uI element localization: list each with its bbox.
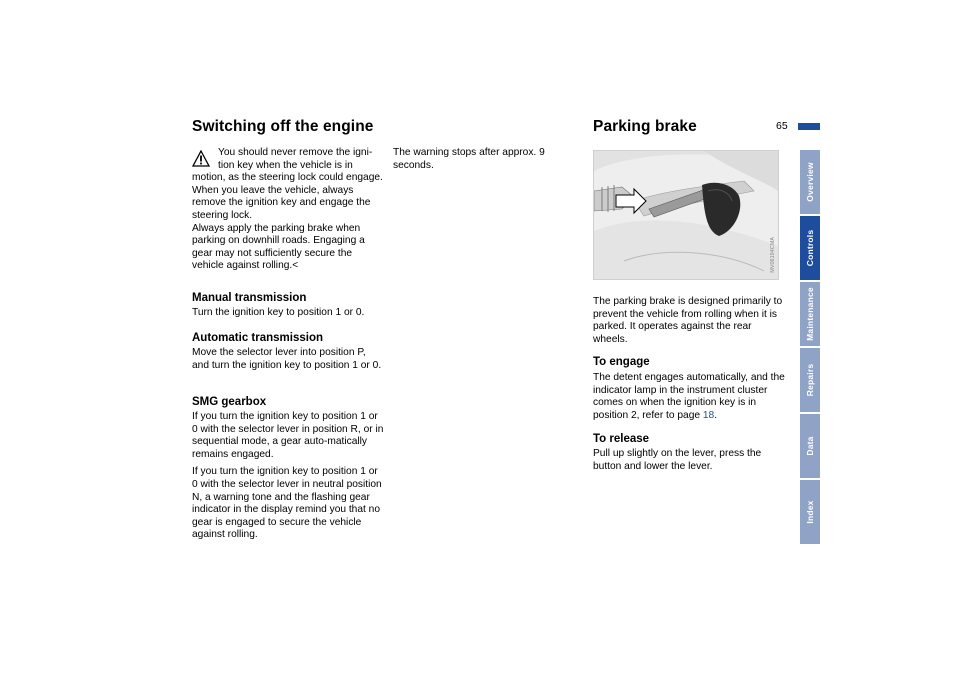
automatic-transmission-text: Move the selector lever into position P, and turn the ignition key to position 1 or 0. bbox=[192, 347, 382, 371]
heading-to-release: To release bbox=[593, 433, 650, 445]
tab-controls[interactable] bbox=[800, 216, 820, 280]
tab-maintenance[interactable] bbox=[800, 282, 820, 346]
page-accent-bar bbox=[798, 123, 820, 130]
page-reference-link[interactable]: 18 bbox=[702, 409, 715, 421]
warning-line-2: tion key when the vehicle is in bbox=[218, 159, 353, 171]
heading-to-engage: To engage bbox=[593, 356, 650, 368]
smg-paragraph-1: If you turn the ignition key to position 1 or 0 with the selector lever in position R, or in sequential mode, a gear auto-matically remains engaged. bbox=[192, 411, 384, 460]
warning-icon bbox=[192, 150, 210, 167]
parking-brake-drawing bbox=[594, 151, 778, 279]
warning-paragraph-3 bbox=[192, 223, 384, 273]
warning-stop-text: The warning stops after approx. 9 seconds. bbox=[393, 147, 545, 171]
warning-paragraph-2: When you leave the vehicle, always remove the ignition key and engage the steering lock. bbox=[192, 184, 371, 221]
warning-line-1: You should never remove the igni- bbox=[218, 147, 373, 158]
page-number: 65 bbox=[776, 120, 788, 132]
tab-index-label: Index bbox=[805, 500, 815, 524]
smg-text bbox=[192, 411, 384, 547]
to-release-text: Pull up slightly on the lever, press the button and lower the lever. bbox=[593, 448, 762, 472]
smg-paragraph-2: If you turn the ignition key to position 1 or 0 with the selector lever in neutral position N, a warning tone and the flashing gear indicator in the display remind you that no gear is engaged to secure the vehicle against rolling. bbox=[192, 466, 382, 541]
tab-controls-label: Controls bbox=[805, 229, 815, 267]
heading-smg-gearbox: SMG gearbox bbox=[192, 396, 267, 408]
to-engage-text bbox=[593, 372, 785, 422]
parking-brake-intro: The parking brake is designed primarily to prevent the vehicle from rolling when it is parked. It operates against the rear wheels. bbox=[593, 296, 783, 345]
to-engage-text-end: . bbox=[714, 409, 718, 421]
manual-transmission-text: Turn the ignition key to position 1 or 0. bbox=[192, 307, 365, 318]
tab-maintenance-label: Maintenance bbox=[805, 287, 815, 341]
warning-line-rest: motion, as the steering lock could engage. bbox=[192, 172, 383, 184]
warning-block bbox=[192, 147, 384, 273]
tab-overview-label: Overview bbox=[805, 162, 815, 202]
parking-brake-illustration bbox=[593, 150, 779, 280]
warning-paragraph-3-text: Always apply the parking brake when parking on downhill roads. Engaging a gear may not sufficiently secure the vehicle against rolling. bbox=[192, 222, 365, 272]
tab-overview[interactable] bbox=[800, 150, 820, 214]
tab-data-label: Data bbox=[805, 436, 815, 456]
tab-index[interactable] bbox=[800, 480, 820, 544]
heading-manual-transmission: Manual transmission bbox=[192, 292, 307, 304]
image-code: MV06194CMA bbox=[770, 237, 776, 273]
end-mark: < bbox=[292, 260, 299, 272]
section-title-parking-brake: Parking brake bbox=[593, 118, 697, 135]
section-title-switching-off: Switching off the engine bbox=[192, 118, 374, 135]
to-engage-text-body: The detent engages automatically, and the indicator lamp in the instrument cluster comes on when the ignition key is in position 2, refer to page bbox=[593, 372, 785, 421]
tab-repairs[interactable] bbox=[800, 348, 820, 412]
tab-data[interactable] bbox=[800, 414, 820, 478]
heading-automatic-transmission: Automatic transmission bbox=[192, 332, 323, 344]
tab-repairs-label: Repairs bbox=[805, 363, 815, 397]
